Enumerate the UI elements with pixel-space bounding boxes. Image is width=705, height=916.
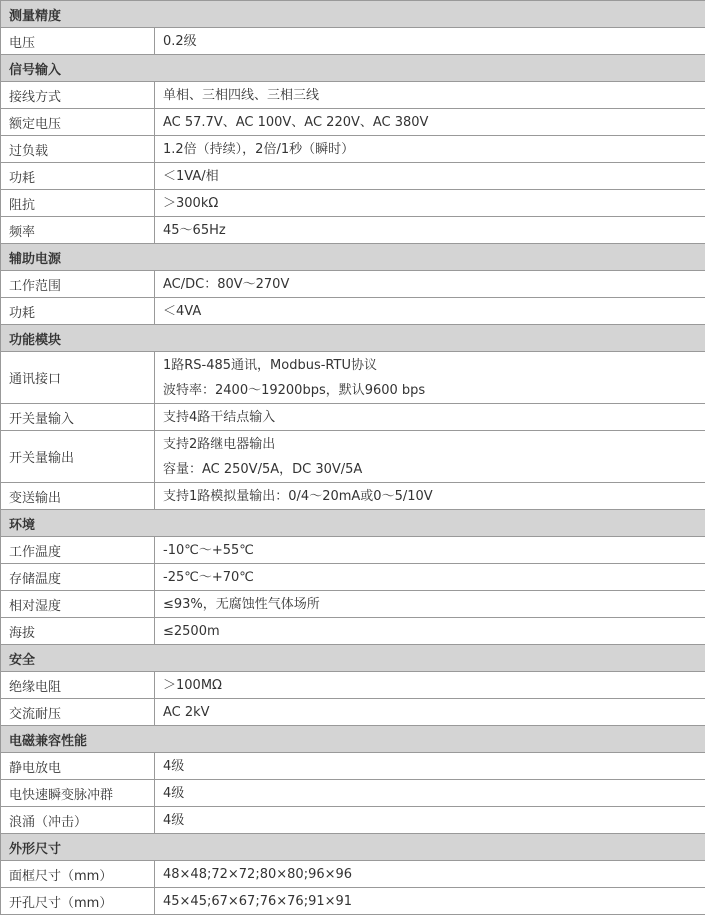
spec-row — [1, 591, 705, 618]
spec-label: 功耗 — [1, 163, 155, 190]
spec-value-line: 45～65Hz — [163, 222, 226, 238]
section-title: 信号输入 — [1, 55, 705, 82]
spec-row — [1, 672, 705, 699]
spec-value — [155, 136, 705, 163]
spec-value — [155, 190, 705, 217]
spec-row — [1, 136, 705, 163]
spec-label: 海拔 — [1, 618, 155, 645]
spec-value — [155, 483, 705, 510]
spec-value-line: 支持1路模拟量输出：0/4～20mA或0～5/10V — [163, 488, 433, 504]
section-title: 测量精度 — [1, 1, 705, 28]
spec-value-line: 45×45;67×67;76×76;91×91 — [163, 893, 353, 909]
spec-value-line: 支持4路干结点输入 — [163, 409, 276, 425]
spec-row — [1, 618, 705, 645]
spec-row — [1, 82, 705, 109]
spec-label: 电压 — [1, 28, 155, 55]
spec-value — [155, 352, 705, 404]
spec-value-line: 4级 — [163, 812, 185, 828]
spec-value-line: ＞300kΩ — [163, 195, 219, 211]
spec-label: 工作范围 — [1, 271, 155, 298]
spec-value-line: AC 57.7V、AC 100V、AC 220V、AC 380V — [163, 114, 429, 130]
spec-value — [155, 82, 705, 109]
spec-row — [1, 404, 705, 431]
spec-value — [155, 672, 705, 699]
spec-label: 存储温度 — [1, 564, 155, 591]
spec-value-line: ＞100MΩ — [163, 677, 222, 693]
section-title: 辅助电源 — [1, 244, 705, 271]
spec-table-body — [1, 1, 705, 915]
spec-row — [1, 807, 705, 834]
spec-row — [1, 753, 705, 780]
spec-row — [1, 537, 705, 564]
spec-value-line: AC/DC：80V～270V — [163, 276, 290, 292]
spec-row — [1, 298, 705, 325]
spec-value-line: 48×48;72×72;80×80;96×96 — [163, 866, 353, 882]
spec-value-line: 1.2倍（持续），2倍/1秒（瞬时） — [163, 141, 355, 157]
section-header-row — [1, 244, 705, 271]
spec-label: 变送输出 — [1, 483, 155, 510]
spec-value-line: 支持2路继电器输出 — [163, 436, 276, 452]
spec-value — [155, 888, 705, 915]
spec-value — [155, 861, 705, 888]
spec-label: 交流耐压 — [1, 699, 155, 726]
spec-label: 电快速瞬变脉冲群 — [1, 780, 155, 807]
spec-value — [155, 753, 705, 780]
spec-value-line: -10℃～+55℃ — [163, 542, 254, 558]
spec-label: 相对湿度 — [1, 591, 155, 618]
spec-value-line: 单相、三相四线、三相三线 — [163, 87, 320, 103]
spec-label: 开关量输入 — [1, 404, 155, 431]
spec-label: 开关量输出 — [1, 431, 155, 483]
spec-value-line: 4级 — [163, 785, 185, 801]
spec-value-line: 0.2级 — [163, 33, 197, 49]
spec-row — [1, 431, 705, 483]
spec-row — [1, 352, 705, 404]
spec-row — [1, 780, 705, 807]
spec-value — [155, 163, 705, 190]
section-header-row — [1, 55, 705, 82]
spec-value — [155, 404, 705, 431]
section-title: 外形尺寸 — [1, 834, 705, 861]
spec-label: 工作温度 — [1, 537, 155, 564]
spec-value-line: 1路RS-485通讯，Modbus-RTU协议 — [163, 357, 377, 373]
spec-value-line: ≤2500m — [163, 623, 220, 639]
spec-value — [155, 564, 705, 591]
spec-label: 额定电压 — [1, 109, 155, 136]
spec-row — [1, 564, 705, 591]
section-title: 环境 — [1, 510, 705, 537]
spec-value — [155, 537, 705, 564]
spec-value-line: ≤93%，无腐蚀性气体场所 — [163, 596, 320, 612]
spec-value-line: ＜4VA — [163, 303, 202, 319]
spec-value-line: 波特率：2400～19200bps，默认9600 bps — [163, 382, 426, 398]
spec-label: 频率 — [1, 217, 155, 244]
section-title: 安全 — [1, 645, 705, 672]
spec-value — [155, 591, 705, 618]
spec-value — [155, 807, 705, 834]
spec-row — [1, 190, 705, 217]
spec-value-line: 4级 — [163, 758, 185, 774]
section-header-row — [1, 834, 705, 861]
spec-value — [155, 618, 705, 645]
spec-value — [155, 217, 705, 244]
section-header-row — [1, 726, 705, 753]
section-header-row — [1, 325, 705, 352]
spec-label: 面框尺寸（mm） — [1, 861, 155, 888]
section-header-row — [1, 645, 705, 672]
spec-label: 开孔尺寸（mm） — [1, 888, 155, 915]
section-title: 电磁兼容性能 — [1, 726, 705, 753]
spec-row — [1, 483, 705, 510]
spec-value — [155, 271, 705, 298]
spec-value — [155, 28, 705, 55]
spec-value — [155, 780, 705, 807]
spec-label: 静电放电 — [1, 753, 155, 780]
spec-value — [155, 298, 705, 325]
section-header-row — [1, 510, 705, 537]
spec-label: 绝缘电阻 — [1, 672, 155, 699]
spec-row — [1, 699, 705, 726]
spec-row — [1, 163, 705, 190]
spec-row — [1, 271, 705, 298]
spec-label: 通讯接口 — [1, 352, 155, 404]
spec-row — [1, 109, 705, 136]
section-title: 功能模块 — [1, 325, 705, 352]
spec-row — [1, 28, 705, 55]
spec-label: 功耗 — [1, 298, 155, 325]
spec-value — [155, 109, 705, 136]
spec-value-line: ＜1VA/相 — [163, 168, 219, 184]
spec-row — [1, 888, 705, 915]
spec-row — [1, 861, 705, 888]
spec-value-line: AC 2kV — [163, 704, 210, 720]
spec-value — [155, 699, 705, 726]
spec-label: 浪涌（冲击） — [1, 807, 155, 834]
spec-value-line: -25℃～+70℃ — [163, 569, 254, 585]
spec-label: 接线方式 — [1, 82, 155, 109]
spec-value — [155, 431, 705, 483]
spec-label: 阻抗 — [1, 190, 155, 217]
spec-label: 过负载 — [1, 136, 155, 163]
spec-value-line: 容量：AC 250V/5A，DC 30V/5A — [163, 461, 363, 477]
section-header-row — [1, 1, 705, 28]
spec-row — [1, 217, 705, 244]
